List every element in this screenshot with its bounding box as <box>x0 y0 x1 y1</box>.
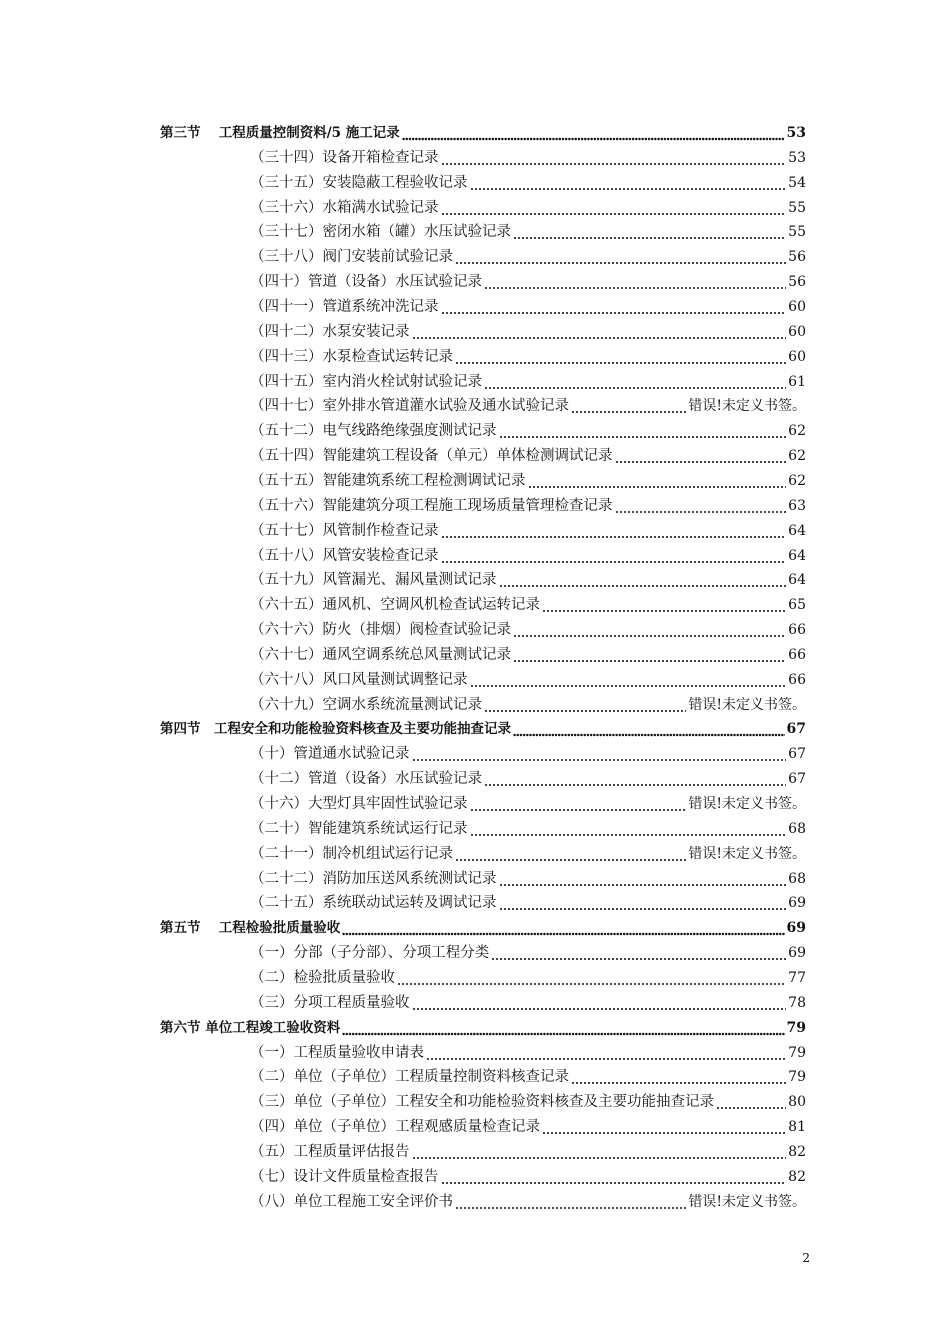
toc-item-entry[interactable] <box>250 1038 806 1062</box>
toc-entry-title: （二十）智能建筑系统试运行记录 <box>250 820 468 837</box>
toc-entry-title: （四十七）室外排水管道灌水试验及通水试验记录 <box>250 398 569 415</box>
toc-entry-title: （六十七）通风空调系统总风量测试记录 <box>250 646 511 663</box>
toc-entry-page: 53 <box>786 125 806 141</box>
toc-item-entry[interactable] <box>250 1137 806 1161</box>
toc-item-entry[interactable] <box>250 391 806 415</box>
toc-leader-dots <box>542 596 786 614</box>
toc-leader-dots <box>412 994 787 1012</box>
toc-entry-title: （四十）管道（设备）水压试验记录 <box>250 274 482 291</box>
toc-entry-page: 64 <box>788 547 806 564</box>
toc-entry-page: 67 <box>786 721 806 738</box>
toc-leader-dots <box>491 944 786 962</box>
toc-leader-dots <box>615 497 787 515</box>
toc-entry-page: 60 <box>788 299 806 315</box>
toc-entry-page: 56 <box>788 274 806 291</box>
toc-leader-dots <box>342 919 784 937</box>
toc-entry-title: （四十三）水泵检查试运转记录 <box>250 348 453 365</box>
toc-entry-title: （十六）大型灯具牢固性试验记录 <box>250 796 468 812</box>
toc-leader-dots <box>499 870 787 888</box>
toc-entry-title: 第四节 工程安全和功能检验资料核查及主要功能抽查记录 <box>160 721 511 738</box>
toc-item-entry[interactable] <box>250 1087 806 1111</box>
toc-item-entry[interactable] <box>250 665 806 689</box>
toc-leader-dots <box>571 1068 786 1086</box>
toc-section-entry[interactable] <box>160 118 806 142</box>
toc-item-entry[interactable] <box>250 640 806 664</box>
toc-entry-title: （六十九）空调水系统流量测试记录 <box>250 696 482 713</box>
toc-leader-dots <box>513 720 785 738</box>
toc-leader-dots <box>571 397 686 415</box>
toc-leader-dots <box>426 1044 786 1062</box>
toc-entry-title: （四十一）管道系统冲洗记录 <box>250 299 439 315</box>
toc-entry-page: 69 <box>788 945 806 962</box>
toc-entry-title: （三十七）密闭水箱（罐）水压试验记录 <box>250 224 511 241</box>
toc-entry-page: 79 <box>788 1069 806 1086</box>
toc-entry-title: （五十四）智能建筑工程设备（单元）单体检测调试记录 <box>250 448 613 465</box>
toc-section-entry[interactable] <box>160 913 806 937</box>
toc-section-entry[interactable] <box>160 714 806 738</box>
toc-item-entry[interactable] <box>250 739 806 763</box>
toc-entry-title: （五十八）风管安装检查记录 <box>250 547 439 564</box>
toc-entry-page: 66 <box>788 646 806 663</box>
toc-item-entry[interactable] <box>250 491 806 515</box>
toc-entry-page: 64 <box>788 522 806 539</box>
toc-leader-dots <box>441 522 787 540</box>
toc-entry-page: 63 <box>788 497 806 514</box>
toc-item-entry[interactable] <box>250 242 806 266</box>
toc-item-entry[interactable] <box>250 1187 806 1211</box>
toc-item-entry[interactable] <box>250 963 806 987</box>
toc-entry-title: （三十五）安装隐蔽工程验收记录 <box>250 174 468 191</box>
toc-leader-dots <box>615 447 787 465</box>
toc-entry-page: 错误!未定义书签。 <box>688 696 806 713</box>
toc-leader-dots <box>441 1168 787 1186</box>
toc-leader-dots <box>441 149 787 167</box>
toc-entry-page: 65 <box>788 597 806 614</box>
toc-item-entry[interactable] <box>250 516 806 540</box>
toc-leader-dots <box>484 373 786 391</box>
toc-item-entry[interactable] <box>250 466 806 490</box>
toc-entry-page: 79 <box>788 1044 806 1061</box>
toc-item-entry[interactable] <box>250 217 806 241</box>
toc-entry-title: （四十二）水泵安装记录 <box>250 323 410 340</box>
toc-entry-title: （六十五）通风机、空调风机检查试运转记录 <box>250 597 540 614</box>
toc-entry-page: 77 <box>788 969 806 986</box>
toc-item-entry[interactable] <box>250 864 806 888</box>
toc-item-entry[interactable] <box>250 814 806 838</box>
toc-entry-title: 第六节 单位工程竣工验收资料 <box>160 1019 341 1036</box>
toc-item-entry[interactable] <box>250 1062 806 1086</box>
toc-entry-page: 54 <box>788 174 806 191</box>
toc-entry-title: （五）工程质量评估报告 <box>250 1143 410 1160</box>
toc-entry-page: 66 <box>788 622 806 638</box>
toc-leader-dots <box>455 845 686 863</box>
toc-entry-page: 55 <box>788 224 806 241</box>
toc-leader-dots <box>412 323 787 341</box>
toc-item-entry[interactable] <box>250 342 806 366</box>
toc-entry-title: （七）设计文件质量检查报告 <box>250 1168 439 1185</box>
toc-leader-dots <box>342 1019 784 1037</box>
toc-item-entry[interactable] <box>250 590 806 614</box>
toc-entry-title: （二十一）制冷机组试运行记录 <box>250 845 453 862</box>
toc-leader-dots <box>513 646 786 664</box>
toc-leader-dots <box>441 298 787 316</box>
toc-entry-page: 67 <box>788 771 806 788</box>
toc-entry-title: （五十九）风管漏光、漏风量测试记录 <box>250 572 497 589</box>
toc-leader-dots <box>397 969 786 987</box>
toc-entry-page: 82 <box>788 1143 806 1160</box>
toc-item-entry[interactable] <box>250 267 806 291</box>
toc-entry-title: （三十八）阀门安装前试验记录 <box>250 249 453 266</box>
toc-entry-title: （二十二）消防加压送风系统测试记录 <box>250 870 497 887</box>
toc-entry-title: （二）单位（子单位）工程质量控制资料核查记录 <box>250 1069 569 1086</box>
page-number: 2 <box>802 1251 810 1265</box>
toc-leader-dots <box>470 174 787 192</box>
toc-entry-title: （六十六）防火（排烟）阀检查试验记录 <box>250 622 511 638</box>
toc-leader-dots <box>470 795 687 813</box>
toc-leader-dots <box>499 571 787 589</box>
toc-item-entry[interactable] <box>250 565 806 589</box>
toc-entry-page: 64 <box>788 572 806 589</box>
toc-item-entry[interactable] <box>250 938 806 962</box>
toc-leader-dots <box>542 1118 786 1136</box>
toc-item-entry[interactable] <box>250 789 806 813</box>
toc-entry-page: 错误!未定义书签。 <box>688 1193 806 1210</box>
toc-leader-dots <box>513 621 786 639</box>
toc-entry-title: （六十八）风口风量测试调整记录 <box>250 671 468 688</box>
toc-leader-dots <box>528 472 787 490</box>
toc-entry-page: 错误!未定义书签。 <box>688 398 806 415</box>
toc-entry-title: （三十四）设备开箱检查记录 <box>250 149 439 166</box>
toc-leader-dots <box>412 745 787 763</box>
toc-leader-dots <box>484 696 686 714</box>
toc-leader-dots <box>455 1193 686 1211</box>
toc-leader-dots <box>441 199 787 217</box>
toc-section-entry[interactable] <box>160 1013 806 1037</box>
toc-entry-page: 62 <box>788 448 806 465</box>
toc-item-entry[interactable] <box>250 615 806 639</box>
toc-entry-page: 69 <box>786 920 806 937</box>
toc-entry-title: （三）单位（子单位）工程安全和功能检验资料核查及主要功能抽查记录 <box>250 1094 714 1111</box>
toc-item-entry[interactable] <box>250 888 806 912</box>
toc-item-entry[interactable] <box>250 143 806 167</box>
toc-leader-dots <box>402 124 785 142</box>
toc-item-entry[interactable] <box>250 416 806 440</box>
toc-entry-title: （二十五）系统联动试运转及调试记录 <box>250 895 497 912</box>
toc-item-entry[interactable] <box>250 541 806 565</box>
toc-entry-title: （五十七）风管制作检查记录 <box>250 522 439 539</box>
toc-entry-page: 53 <box>788 149 806 166</box>
toc-leader-dots <box>455 348 786 366</box>
toc-entry-title: （一）工程质量验收申请表 <box>250 1044 424 1061</box>
toc-item-entry[interactable] <box>250 292 806 316</box>
toc-entry-page: 错误!未定义书签。 <box>688 845 806 862</box>
toc-entry-page: 79 <box>786 1019 806 1036</box>
toc-leader-dots <box>716 1093 786 1111</box>
toc-item-entry[interactable] <box>250 441 806 465</box>
toc-entry-page: 82 <box>788 1168 806 1185</box>
toc-entry-page: 60 <box>788 348 806 365</box>
toc-entry-title: （十）管道通水试验记录 <box>250 746 410 763</box>
toc-entry-title: （五十二）电气线路绝缘强度测试记录 <box>250 423 497 440</box>
toc-leader-dots <box>412 1143 787 1161</box>
toc-leader-dots <box>484 273 786 291</box>
toc-entry-page: 62 <box>788 423 806 440</box>
toc-item-entry[interactable] <box>250 1112 806 1136</box>
toc-entry-page: 67 <box>788 746 806 763</box>
toc-entry-page: 80 <box>788 1094 806 1111</box>
toc-leader-dots <box>499 422 787 440</box>
toc-entry-page: 68 <box>788 870 806 887</box>
toc-entry-title: （八）单位工程施工安全评价书 <box>250 1193 453 1210</box>
toc-item-entry[interactable] <box>250 193 806 217</box>
toc-entry-page: 68 <box>788 820 806 837</box>
toc-item-entry[interactable] <box>250 168 806 192</box>
toc-entry-title: （三十六）水箱满水试验记录 <box>250 199 439 216</box>
toc-entry-page: 60 <box>788 323 806 340</box>
toc-entry-title: 第五节 工程检验批质量验收 <box>160 920 341 937</box>
toc-item-entry[interactable] <box>250 839 806 863</box>
toc-leader-dots <box>499 894 787 912</box>
toc-item-entry[interactable] <box>250 764 806 788</box>
toc-entry-page: 66 <box>788 671 806 688</box>
toc-entry-title: （三）分项工程质量验收 <box>250 994 410 1011</box>
toc-entry-title: （二）检验批质量验收 <box>250 969 395 986</box>
toc-item-entry[interactable] <box>250 317 806 341</box>
toc-entry-page: 55 <box>788 199 806 216</box>
toc-item-entry[interactable] <box>250 988 806 1012</box>
toc-leader-dots <box>484 770 786 788</box>
toc-leader-dots <box>441 547 787 565</box>
toc-entry-page: 78 <box>788 994 806 1011</box>
toc-entry-page: 56 <box>788 249 806 266</box>
toc-item-entry[interactable] <box>250 367 806 391</box>
toc-entry-page: 69 <box>788 895 806 912</box>
toc-leader-dots <box>470 820 787 838</box>
toc-entry-title: （十二）管道（设备）水压试验记录 <box>250 771 482 788</box>
toc-entry-title: （四）单位（子单位）工程观感质量检查记录 <box>250 1119 540 1135</box>
toc-entry-page: 81 <box>788 1119 806 1135</box>
toc-item-entry[interactable] <box>250 690 806 714</box>
toc-entry-title: （四十五）室内消火栓试射试验记录 <box>250 373 482 390</box>
toc-entry-title: （一）分部（子分部）、分项工程分类 <box>250 945 490 962</box>
toc-leader-dots <box>513 223 786 241</box>
toc-entry-title: （五十五）智能建筑系统工程检测调试记录 <box>250 472 526 489</box>
toc-item-entry[interactable] <box>250 1162 806 1186</box>
toc-entry-page: 62 <box>788 472 806 489</box>
toc-leader-dots <box>455 248 786 266</box>
toc-entry-page: 错误!未定义书签。 <box>688 796 806 812</box>
toc-entry-page: 61 <box>788 373 806 390</box>
toc-leader-dots <box>470 671 787 689</box>
toc-entry-title: 第三节 工程质量控制资料/5 施工记录 <box>160 125 400 141</box>
toc-entry-title: （五十六）智能建筑分项工程施工现场质量管理检查记录 <box>250 497 613 514</box>
